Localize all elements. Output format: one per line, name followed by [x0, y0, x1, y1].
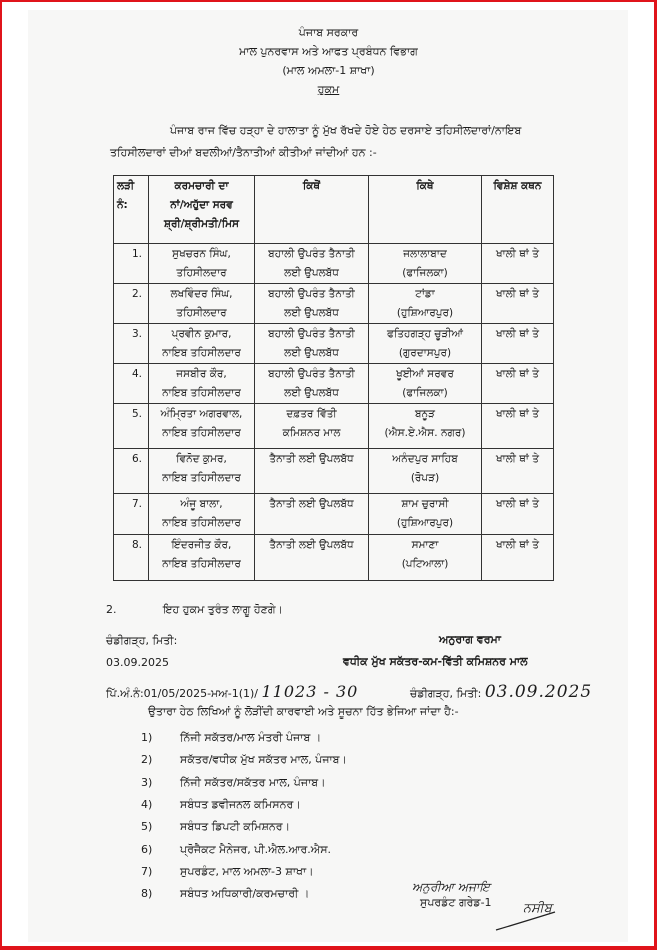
header-employee: ਕਰਮਚਾਰੀ ਦਾ ਨਾਂ/ਅਹੁੱਦਾ ਸਰਵ ਸ਼੍ਰੀ/ਸ਼੍ਰੀਮਤੀ/ਮਿਸ: [149, 176, 255, 244]
recipient-text: ਪ੍ਰੋਜੈਕਟ ਮੈਨੇਜਰ, ਪੀ.ਐਲ.ਆਰ.ਐਸ.: [180, 842, 332, 856]
from-cell: [255, 535, 369, 581]
remarks-cell: [482, 449, 554, 494]
employee-name: ਪ੍ਰਵੀਨ ਕੁਮਾਰ,: [171, 328, 232, 340]
to-station: ਬਨੂੜ: [415, 408, 435, 420]
remarks: ਖਾਲੀ ਥਾਂ ਤੇ: [496, 408, 539, 420]
para-2-number: 2.: [106, 603, 117, 616]
remarks: ਖਾਲੀ ਥਾਂ ਤੇ: [496, 539, 539, 551]
to-station: ਖੂਈਆਂ ਸਰਵਰ: [396, 368, 454, 380]
to-cell: [369, 535, 482, 581]
to-district: (ਰੋਪੜ): [410, 472, 440, 484]
table-row: [114, 404, 554, 449]
employee-cell: [149, 404, 255, 449]
serial-number: 7.: [131, 498, 142, 510]
employee-designation: ਨਾਇਬ ਤਹਿਸੀਲਦਾਰ: [162, 472, 241, 484]
from-line-2: ਲਈ ਉਪਲਬੱਧ: [284, 307, 339, 319]
recipient-number: 4): [141, 797, 153, 811]
to-district: (ਗੁਰਦਾਸਪੁਰ): [398, 347, 452, 359]
serial-number: 1.: [131, 248, 142, 260]
recipient-number: 3): [141, 775, 153, 789]
employee-name: ਜਸਬੀਰ ਕੌਰ,: [176, 368, 227, 380]
recipient-number: 5): [141, 820, 153, 834]
from-cell: [255, 364, 369, 404]
endorsement-ref-number: 11023 - 30: [261, 682, 359, 701]
endorsement-place: ਚੰਡੀਗੜ੍ਹ, ਮਿਤੀ:: [410, 687, 482, 700]
from-cell: [255, 244, 369, 284]
from-line-1: ਬਹਾਲੀ ਉਪਰੰਤ ਤੈਨਾਤੀ: [268, 368, 355, 380]
serial-cell: [114, 449, 149, 494]
employee-name: ਲਖਵਿੰਦਰ ਸਿੰਘ,: [170, 288, 233, 300]
to-cell: [369, 449, 482, 494]
government-name: ਪੰਜਾਬ ਸਰਕਾਰ: [298, 26, 359, 39]
employee-designation: ਨਾਇਬ ਤਹਿਸੀਲਦਾਰ: [162, 558, 241, 570]
header-to: ਕਿਥੇ: [369, 176, 482, 244]
recipient-number: 7): [141, 864, 153, 878]
serial-cell: [114, 535, 149, 581]
serial-number: 6.: [131, 453, 142, 465]
signatory-designation: ਵਧੀਕ ਮੁੱਖ ਸਕੱਤਰ-ਕਮ-ਵਿੱਤੀ ਕਮਿਸ਼ਨਰ ਮਾਲ: [343, 655, 528, 668]
to-cell: [369, 324, 482, 364]
recipient-number: 2): [141, 753, 153, 767]
recipient-text: ਨਿੱਜੀ ਸਕੱਤਰ/ਸਕੱਤਰ ਮਾਲ, ਪੰਜਾਬ।: [180, 775, 326, 789]
employee-cell: [149, 535, 255, 581]
to-district: (ਹੁਸ਼ਿਆਰਪੁਰ): [396, 307, 454, 319]
recipient-text: ਸਬੰਧਤ ਡਵੀਜਨਲ ਕਮਿਸਨਰ।: [180, 797, 301, 811]
from-cell: [255, 284, 369, 324]
to-station: ਫਤਿਹਗੜ੍ਹ ਚੂੜੀਆਂ: [387, 328, 463, 340]
header-remarks: ਵਿਸ਼ੇਸ਼ ਕਥਨ: [482, 176, 554, 244]
employee-name: ਅੰਜੂ ਬਾਲਾ,: [180, 498, 223, 510]
remarks: ਖਾਲੀ ਥਾਂ ਤੇ: [496, 453, 539, 465]
serial-cell: [114, 324, 149, 364]
remarks-cell: [482, 284, 554, 324]
serial-cell: [114, 284, 149, 324]
table-row: [114, 494, 554, 535]
endorsement-ref: [106, 682, 359, 701]
signatory-name: ਅਨੁਰਾਗ ਵਰਮਾ: [439, 633, 501, 646]
employee-designation: ਨਾਇਬ ਤਹਿਸੀਲਦਾਰ: [162, 517, 241, 529]
serial-number: 5.: [131, 408, 142, 420]
table-row: [114, 284, 554, 324]
employee-cell: [149, 449, 255, 494]
to-cell: [369, 284, 482, 324]
header-serial: ਲੜੀ ਨੰ:: [114, 176, 149, 244]
serial-number: 2.: [131, 288, 142, 300]
order-title: ਹੁਕਮ: [317, 83, 340, 96]
employee-designation: ਨਾਇਬ ਤਹਿਸੀਲਦਾਰ: [162, 347, 241, 359]
remarks: ਖਾਲੀ ਥਾਂ ਤੇ: [496, 328, 539, 340]
employee-cell: [149, 244, 255, 284]
to-district: (ਫਾਜਿਲਕਾ): [402, 267, 448, 279]
employee-designation: ਤਹਿਸੀਲਦਾਰ: [176, 307, 227, 319]
to-station: ਅਨੰਦਪੁਰ ਸਾਹਿਬ: [392, 453, 458, 465]
to-district: (ਫਾਜਿਲਕਾ): [402, 387, 448, 399]
to-cell: [369, 404, 482, 449]
to-district: (ਪਟਿਆਲਾ): [401, 558, 449, 570]
serial-number: 3.: [131, 328, 142, 340]
to-cell: [369, 244, 482, 284]
from-line-1: ਬਹਾਲੀ ਉਪਰੰਤ ਤੈਨਾਤੀ: [268, 288, 355, 300]
from-line-1: ਬਹਾਲੀ ਉਪਰੰਤ ਤੈਨਾਤੀ: [268, 328, 355, 340]
remarks-cell: [482, 535, 554, 581]
transfer-table: [113, 175, 554, 581]
serial-cell: [114, 404, 149, 449]
serial-cell: [114, 364, 149, 404]
to-cell: [369, 494, 482, 535]
from-line-2: ਲਈ ਉਪਲਬੱਧ: [284, 347, 339, 359]
place-label: ਚੰਡੀਗੜ੍ਹ, ਮਿਤੀ:: [106, 634, 178, 647]
from-line-2: ਲਈ ਉਪਲਬੱਧ: [284, 387, 339, 399]
table-row: [114, 364, 554, 404]
para-2-text: ਇਹ ਹੁਕਮ ਤੁਰੰਤ ਲਾਗੂ ਹੋਣਗੇ।: [163, 603, 283, 616]
employee-cell: [149, 284, 255, 324]
remarks-cell: [482, 324, 554, 364]
header-from: ਕਿਥੋਂ: [255, 176, 369, 244]
to-station: ਟਾਂਡਾ: [415, 288, 435, 300]
recipient-number: 8): [141, 887, 153, 901]
remarks: ਖਾਲੀ ਥਾਂ ਤੇ: [496, 288, 539, 300]
to-station: ਸਮਾਣਾ: [411, 539, 439, 551]
from-line-1: ਦਫ਼ਤਰ ਵਿੱਤੀ: [286, 408, 337, 420]
superintendent-handwritten-name: ਅਨੁਰੀਆ ਅਜਾਇ: [412, 880, 490, 894]
employee-name: ਵਿਨੋਦ ਕੁਮਰ,: [176, 453, 227, 465]
from-cell: [255, 324, 369, 364]
serial-cell: [114, 244, 149, 284]
from-line-1: ਬਹਾਲੀ ਉਪਰੰਤ ਤੈਨਾਤੀ: [268, 248, 355, 260]
to-station: ਸ਼ਾਮ ਚੁਰਾਸੀ: [401, 498, 449, 510]
from-cell: [255, 494, 369, 535]
serial-cell: [114, 494, 149, 535]
remarks: ਖਾਲੀ ਥਾਂ ਤੇ: [496, 498, 539, 510]
recipient-number: 1): [141, 731, 153, 744]
employee-designation: ਨਾਇਬ ਤਹਿਸੀਲਦਾਰ: [162, 387, 241, 399]
to-district: (ਹੁਸ਼ਿਆਰਪੁਰ): [396, 517, 454, 529]
endorsement-date: [410, 682, 593, 702]
to-station: ਜਲਾਲਾਬਾਦ: [403, 248, 447, 260]
employee-designation: ਨਾਇਬ ਤਹਿਸੀਲਦਾਰ: [162, 427, 241, 439]
table-row: [114, 535, 554, 581]
recipient-text: ਸੁਪਰਡੰਟ, ਮਾਲ ਅਮਲਾ-3 ਸ਼ਾਖਾ।: [180, 864, 314, 878]
forward-text: ਉਤਾਰਾ ਹੇਠ ਲਿਖਿਆਂ ਨੂੰ ਲੋੜੀਂਦੀ ਕਾਰਵਾਈ ਅਤੇ ਸੂਚਨਾ ਹਿੱਤ ਭੇਜਿਆ ਜਾਂਦਾ ਹੈ:-: [148, 705, 459, 718]
employee-designation: ਤਹਿਸੀਲਦਾਰ: [176, 267, 227, 279]
intro-line-2: ਤਹਿਸੀਲਦਾਰਾਂ ਦੀਆਂ ਬਦਲੀਆਂ/ਤੈਨਾਤੀਆਂ ਕੀਤੀਆਂ ਜਾਂਦੀਆਂ ਹਨ :-: [110, 146, 377, 159]
remarks-cell: [482, 244, 554, 284]
recipient-text: ਨਿੱਜੀ ਸਕੱਤਰ/ਮਾਲ ਮੰਤਰੀ ਪੰਜਾਬ ।: [180, 731, 322, 744]
from-line-2: ਲਈ ਉਪਲਬੱਧ: [284, 267, 339, 279]
recipient-text: ਸਬੰਧਤ ਅਧਿਕਾਰੀ/ਕਰਮਚਾਰੀ ।: [180, 887, 310, 901]
to-cell: [369, 364, 482, 404]
endorsement-date-value: 03.09.2025: [484, 682, 593, 702]
to-district: (ਐਸ.ਏ.ਐਸ. ਨਗਰ): [384, 427, 466, 439]
serial-number: 8.: [131, 539, 142, 551]
superintendent-designation: ਸੁਪਰਡੰਟ ਗਰੇਡ-1: [420, 896, 492, 909]
employee-name: ਅੰਮ੍ਰਿਤਾ ਅਗਰਵਾਲ,: [160, 408, 243, 420]
table-row: [114, 449, 554, 494]
from-cell: [255, 449, 369, 494]
from-line-1: ਤੈਨਾਤੀ ਲਈ ਉਪਲਬੱਧ: [269, 539, 354, 551]
from-line-1: ਤੈਨਾਤੀ ਲਈ ਉਪਲਬੱਧ: [269, 498, 354, 510]
signature-stroke: [493, 901, 563, 934]
table-row: [114, 244, 554, 284]
recipient-text: ਸਬੰਧਤ ਡਿਪਟੀ ਕਮਿਸ਼ਨਰ।: [180, 820, 291, 834]
employee-cell: [149, 364, 255, 404]
from-cell: [255, 404, 369, 449]
employee-name: ਇੰਦਰਜੀਤ ਕੌਰ,: [171, 539, 232, 551]
recipient-number: 6): [141, 842, 153, 856]
remarks: ਖਾਲੀ ਥਾਂ ਤੇ: [496, 248, 539, 260]
employee-cell: [149, 494, 255, 535]
employee-cell: [149, 324, 255, 364]
recipient-text: ਸਕੱਤਰ/ਵਧੀਕ ਮੁੱਖ ਸਕੱਤਰ ਮਾਲ, ਪੰਜਾਬ।: [180, 753, 347, 767]
remarks: ਖਾਲੀ ਥਾਂ ਤੇ: [496, 368, 539, 380]
endorsement-ref-prefix: ਪਿੱ.ਅੰ.ਨੰ:01/05/2025-ਮਅ-1(1)/: [106, 687, 258, 700]
branch-name: (ਮਾਲ ਅਮਲਾ-1 ਸ਼ਾਖਾ): [282, 64, 375, 77]
order-date: 03.09.2025: [106, 656, 169, 669]
table-row: [114, 324, 554, 364]
table-header-row: [114, 176, 554, 244]
remarks-cell: [482, 404, 554, 449]
remarks-cell: [482, 364, 554, 404]
from-line-2: ਕਮਿਸ਼ਨਰ ਮਾਲ: [282, 427, 341, 439]
employee-name: ਸੁਖਚਰਨ ਸਿੰਘ,: [172, 248, 231, 260]
department-name: ਮਾਲ ਪੁਨਰਵਾਸ ਅਤੇ ਆਫਤ ਪ੍ਰਬੰਧਨ ਵਿਭਾਗ: [239, 45, 418, 58]
from-line-1: ਤੈਨਾਤੀ ਲਈ ਉਪਲਬੱਧ: [269, 453, 354, 465]
serial-number: 4.: [131, 368, 142, 380]
superintendent-signature: ਨਸੀਬ: [523, 901, 552, 916]
remarks-cell: [482, 494, 554, 535]
intro-line-1: ਪੰਜਾਬ ਰਾਜ ਵਿੱਚ ਹੜ੍ਹਾ ਦੇ ਹਾਲਾਤਾ ਨੂੰ ਮੁੱਖ ਰੱਖਦੇ ਹੋਏ ਹੇਠ ਦਰਸਾਏ ਤਹਿਸੀਲਦਾਰਾਂ/ਨਾਇਬ: [170, 124, 522, 137]
